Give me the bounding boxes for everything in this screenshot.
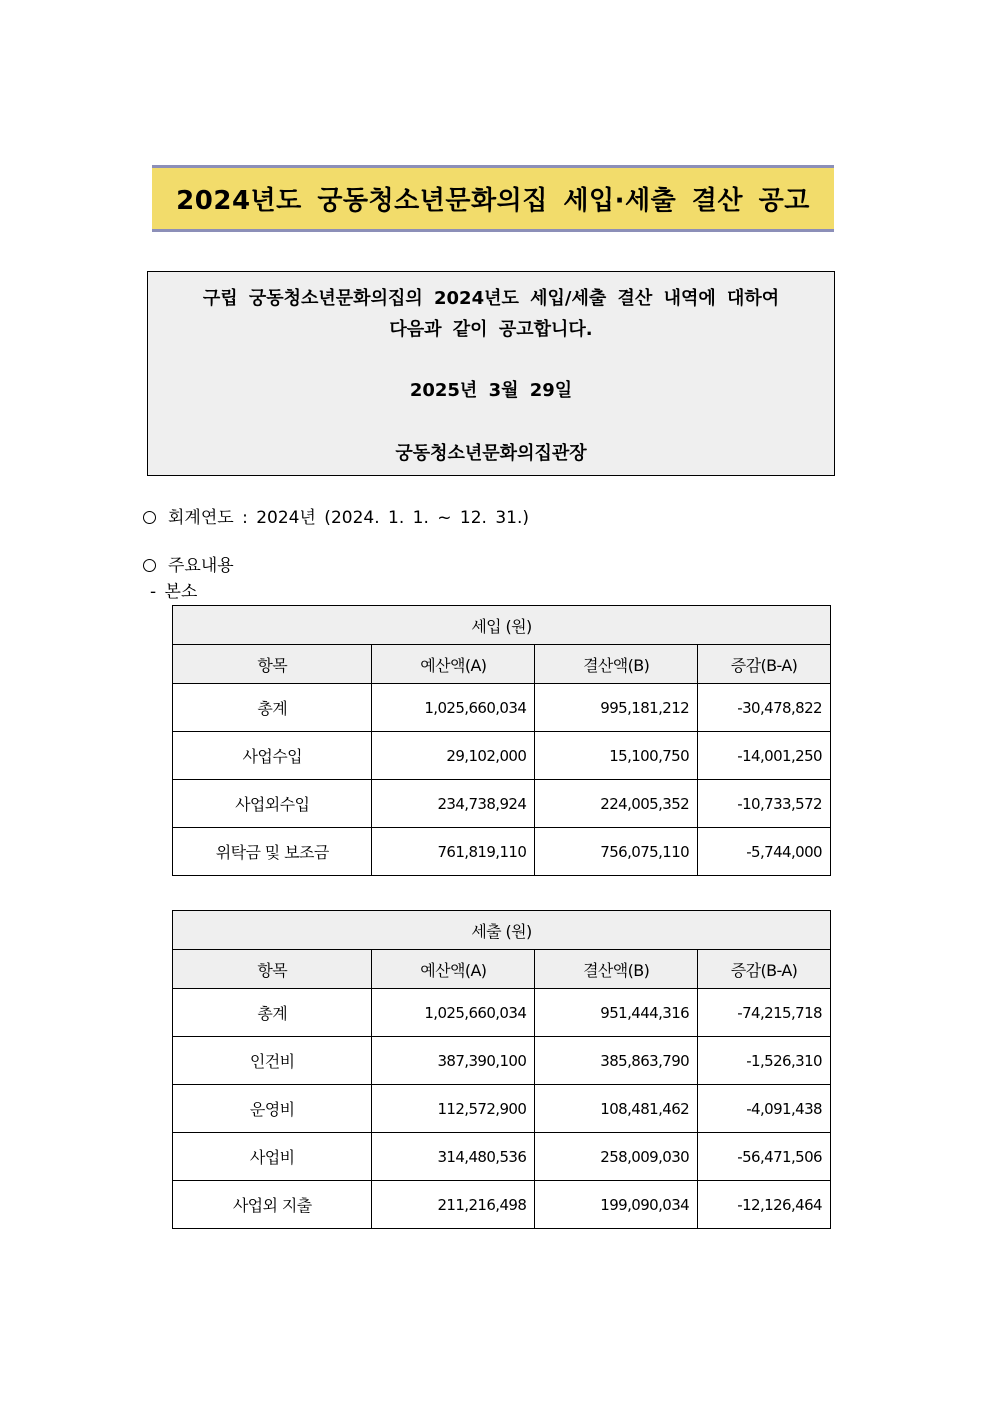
fiscal-year-line (143, 503, 529, 528)
difference-amount: -4,091,438 (698, 1085, 831, 1133)
difference-amount: -10,733,572 (698, 780, 831, 828)
settlement-amount: 385,863,790 (535, 1037, 698, 1085)
table-caption: 세입 (원) (173, 606, 831, 645)
column-header: 증감(B-A) (698, 645, 831, 684)
circle-bullet-icon (143, 559, 156, 572)
budget-amount: 1,025,660,034 (372, 684, 535, 732)
column-header: 결산액(B) (535, 950, 698, 989)
column-header: 결산액(B) (535, 645, 698, 684)
budget-amount: 211,216,498 (372, 1181, 535, 1229)
settlement-amount: 258,009,030 (535, 1133, 698, 1181)
settlement-amount: 199,090,034 (535, 1181, 698, 1229)
settlement-amount: 224,005,352 (535, 780, 698, 828)
table-row (173, 780, 831, 828)
table-row (173, 1133, 831, 1181)
settlement-amount: 108,481,462 (535, 1085, 698, 1133)
settlement-amount: 15,100,750 (535, 732, 698, 780)
budget-amount: 387,390,100 (372, 1037, 535, 1085)
notice-line-2: 다음과 같이 공고합니다. (389, 319, 593, 340)
item-name: 총계 (173, 684, 372, 732)
item-name: 인건비 (173, 1037, 372, 1085)
settlement-amount: 756,075,110 (535, 828, 698, 876)
main-content-text: 주요내용 (168, 556, 234, 576)
item-name: 사업외 지출 (173, 1181, 372, 1229)
budget-amount: 234,738,924 (372, 780, 535, 828)
notice-signature: 궁동청소년문화의집관장 (395, 443, 587, 464)
budget-amount: 29,102,000 (372, 732, 535, 780)
sub-section-text: - 본소 (150, 582, 198, 602)
budget-amount: 1,025,660,034 (372, 989, 535, 1037)
item-name: 위탁금 및 보조금 (173, 828, 372, 876)
table-row (173, 684, 831, 732)
difference-amount: -74,215,718 (698, 989, 831, 1037)
page-title: 2024년도 궁동청소년문화의집 세입·세출 결산 공고 (176, 186, 810, 216)
item-name: 사업수입 (173, 732, 372, 780)
budget-amount: 112,572,900 (372, 1085, 535, 1133)
item-name: 사업외수입 (173, 780, 372, 828)
notice-line-1: 구립 궁동청소년문화의집의 2024년도 세입/세출 결산 내역에 대하여 (202, 288, 780, 309)
title-banner (152, 165, 834, 232)
settlement-amount: 951,444,316 (535, 989, 698, 1037)
column-header: 항목 (173, 950, 372, 989)
table-row (173, 732, 831, 780)
revenue-table (172, 605, 831, 876)
table-row (173, 1085, 831, 1133)
column-header: 예산액(A) (372, 950, 535, 989)
budget-amount: 761,819,110 (372, 828, 535, 876)
item-name: 운영비 (173, 1085, 372, 1133)
column-header: 항목 (173, 645, 372, 684)
difference-amount: -12,126,464 (698, 1181, 831, 1229)
column-header: 증감(B-A) (698, 950, 831, 989)
sub-section-line (150, 577, 197, 602)
notice-box (147, 271, 835, 476)
table-caption: 세출 (원) (173, 911, 831, 950)
table-row (173, 828, 831, 876)
item-name: 총계 (173, 989, 372, 1037)
table-row (173, 1037, 831, 1085)
difference-amount: -56,471,506 (698, 1133, 831, 1181)
budget-amount: 314,480,536 (372, 1133, 535, 1181)
settlement-amount: 995,181,212 (535, 684, 698, 732)
expenditure-table (172, 910, 831, 1229)
difference-amount: -30,478,822 (698, 684, 831, 732)
table-row (173, 989, 831, 1037)
table-row (173, 1181, 831, 1229)
column-header: 예산액(A) (372, 645, 535, 684)
notice-date: 2025년 3월 29일 (409, 380, 573, 401)
difference-amount: -5,744,000 (698, 828, 831, 876)
circle-bullet-icon (143, 511, 156, 524)
main-content-line (143, 551, 234, 576)
fiscal-year-text: 회계연도 : 2024년 (2024. 1. 1. ~ 12. 31.) (168, 508, 530, 528)
difference-amount: -1,526,310 (698, 1037, 831, 1085)
item-name: 사업비 (173, 1133, 372, 1181)
difference-amount: -14,001,250 (698, 732, 831, 780)
